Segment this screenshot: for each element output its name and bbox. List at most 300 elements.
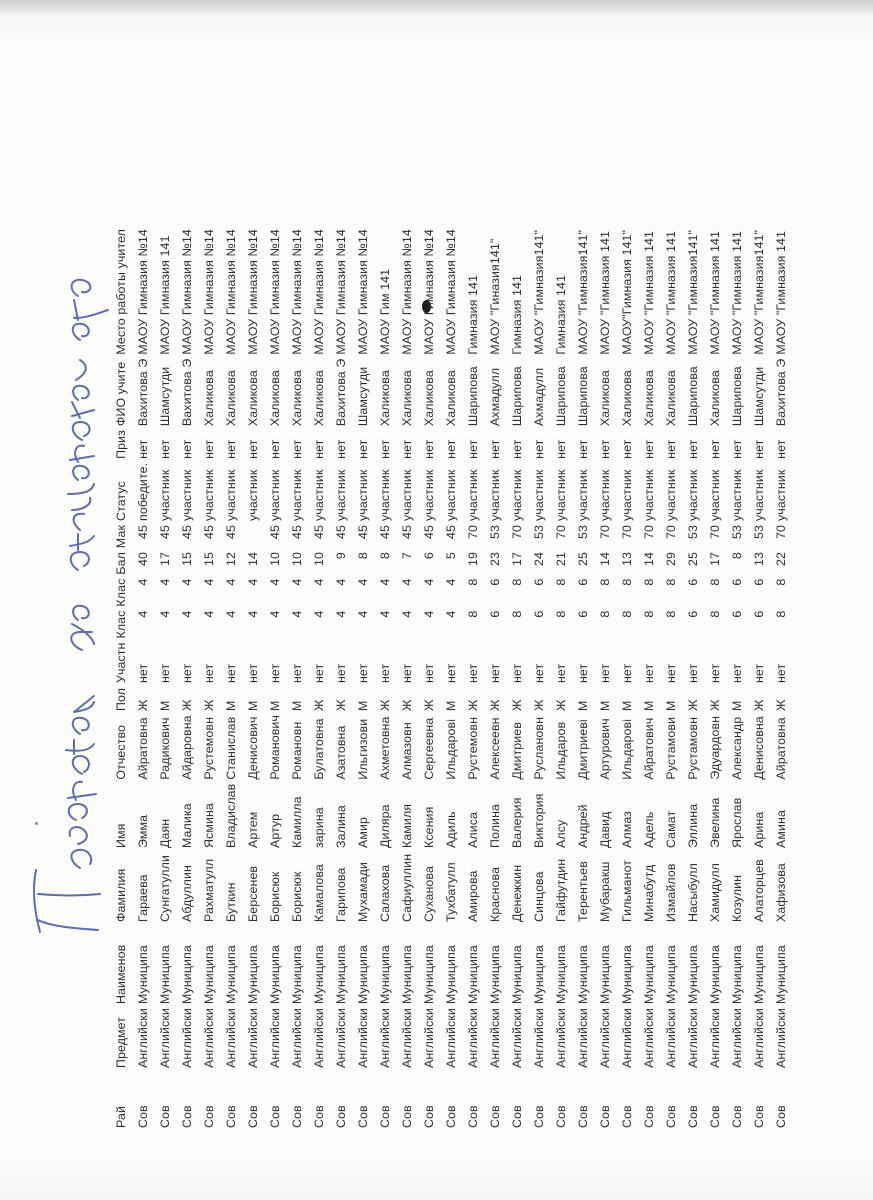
cell-prize: нет [334, 439, 348, 459]
cell-status: участник [488, 469, 502, 521]
cell-level: Муниципа [224, 945, 238, 1004]
cell-teacher: Халикова [224, 370, 238, 427]
cell-grade: 4 [202, 610, 216, 618]
cell-patronymic: Айдаровна [180, 715, 194, 780]
rotated-table-container [110, 130, 810, 1130]
cell-name: Малика [180, 803, 194, 848]
cell-level: Муниципа [664, 945, 678, 1004]
cell-grade: 4 [334, 610, 348, 618]
table-row [660, 225, 682, 1130]
table-row [286, 225, 308, 1130]
cell-subject: Английски [268, 1008, 282, 1068]
cell-score: 15 [180, 552, 194, 567]
cell-teacher: Вахитова Э [334, 358, 348, 427]
cell-score: 14 [642, 552, 656, 567]
cell-name: Залина [334, 805, 348, 848]
cell-rayon: Сов [400, 1105, 414, 1128]
cell-prize: нет [422, 439, 436, 459]
cell-participant: нет [466, 663, 480, 684]
cell-patronymic: Сергеевна [422, 717, 436, 780]
cell-subject: Английски [246, 1008, 260, 1068]
cell-participant: нет [488, 663, 502, 684]
header-prize: Приз [114, 430, 128, 459]
cell-patronymic: Айратович [642, 717, 656, 780]
cell-surname: Гайфутдин [554, 858, 568, 922]
cell-gender: Ж [378, 699, 392, 712]
cell-max: 70 [664, 524, 678, 539]
cell-patronymic: Радикович [158, 717, 172, 780]
cell-subject: Английски [620, 1008, 634, 1068]
cell-subject: Английски [554, 1008, 568, 1068]
cell-patronymic: Александр [730, 716, 744, 780]
cell-score: 13 [620, 552, 634, 567]
cell-subject: Английски [180, 1008, 194, 1068]
cell-surname: Камалова [312, 864, 326, 922]
cell-subject: Английски [290, 1008, 304, 1068]
cell-grade-2: 4 [224, 578, 238, 586]
cell-level: Муниципа [378, 945, 392, 1004]
cell-prize: нет [400, 439, 414, 459]
cell-grade-2: 8 [466, 578, 480, 586]
cell-grade: 8 [664, 610, 678, 618]
cell-prize: нет [752, 439, 766, 459]
cell-gender: Ж [422, 699, 436, 712]
cell-level: Муниципа [334, 945, 348, 1004]
cell-patronymic: Романович [268, 715, 282, 780]
cell-subject: Английски [466, 1008, 480, 1068]
cell-prize: нет [488, 439, 502, 459]
cell-score: 19 [466, 552, 480, 567]
cell-teacher: Халикова [202, 370, 216, 427]
cell-max: 53 [532, 524, 546, 539]
table-row [484, 225, 506, 1130]
cell-max: 45 [422, 524, 436, 539]
cell-subject: Английски [532, 1008, 546, 1068]
cell-surname: Борисюк [268, 871, 282, 922]
cell-max [242, 523, 264, 550]
cell-score: 17 [158, 552, 172, 567]
cell-grade: 6 [752, 610, 766, 618]
cell-participant: нет [620, 663, 634, 684]
cell-grade: 4 [422, 610, 436, 618]
cell-name: Алмаз [620, 811, 634, 848]
cell-status: участник [444, 469, 458, 521]
table-row [330, 225, 352, 1130]
cell-subject: Английски [686, 1008, 700, 1068]
cell-status: участник [510, 469, 524, 521]
cell-subject: Английски [708, 1008, 722, 1068]
cell-grade: 4 [136, 610, 150, 618]
cell-grade-2: 6 [532, 578, 546, 586]
cell-gender: М [664, 700, 678, 712]
cell-participant: нет [532, 663, 546, 684]
cell-score: 22 [774, 552, 788, 567]
cell-participant: нет [290, 663, 304, 684]
cell-teacher: Халикова [708, 370, 722, 427]
cell-max: 53 [488, 524, 502, 539]
cell-participant: нет [708, 663, 722, 684]
table-row [264, 225, 286, 1130]
cell-max: 45 [136, 524, 150, 539]
header-gender: Пол [114, 687, 128, 712]
cell-grade-2: 8 [554, 578, 568, 586]
cell-workplace: МАОУ Гимназия №14 [180, 229, 194, 355]
cell-status: участник [202, 469, 216, 521]
cell-name: Диляра [378, 804, 392, 848]
cell-prize: нет [532, 439, 546, 459]
cell-status: участник [290, 469, 304, 521]
cell-workplace: МАОУ Гимназия №14 [136, 229, 150, 355]
cell-level: Муниципа [708, 945, 722, 1004]
cell-gender: М [444, 700, 458, 712]
cell-level: Муниципа [532, 945, 546, 1004]
cell-grade: 8 [466, 610, 480, 618]
cell-grade-2: 8 [620, 578, 634, 586]
cell-grade-2: 4 [180, 578, 194, 586]
cell-grade: 6 [686, 610, 700, 618]
cell-patronymic: Рустамови [664, 716, 678, 780]
cell-score: 23 [488, 552, 502, 567]
cell-surname: Гараева [136, 874, 150, 922]
cell-patronymic: Азатовна [334, 725, 348, 780]
cell-max: 70 [510, 524, 524, 539]
cell-gender: М [730, 700, 744, 712]
cell-gender: Ж [136, 699, 150, 712]
cell-gender: Ж [532, 699, 546, 712]
cell-teacher: Халикова [246, 370, 260, 427]
cell-grade: 8 [620, 610, 634, 618]
cell-score: 14 [598, 552, 612, 567]
cell-status: участник [686, 469, 700, 521]
cell-grade: 4 [268, 610, 282, 618]
cell-max: 53 [686, 524, 700, 539]
cell-subject: Английски [664, 1008, 678, 1068]
cell-subject: Английски [202, 1008, 216, 1068]
cell-surname: Салахова [378, 864, 392, 922]
header-grade: Клас [114, 610, 128, 639]
cell-name: Адиль [444, 811, 458, 848]
cell-teacher: Шамсутди [356, 366, 370, 427]
cell-patronymic: Рустемовн [202, 716, 216, 780]
cell-grade: 6 [532, 610, 546, 618]
cell-name: Самат [664, 810, 678, 848]
cell-name: Ясмина [202, 803, 216, 848]
protocol-table [110, 225, 792, 1130]
cell-rayon: Сов [510, 1105, 524, 1128]
cell-patronymic: Ильдаров [554, 721, 568, 780]
cell-level: Муниципа [202, 945, 216, 1004]
cell-patronymic: Дмитриеві [576, 719, 590, 780]
cell-status: участник [642, 469, 656, 521]
cell-teacher: Халикова [664, 370, 678, 427]
cell-level: Муниципа [268, 945, 282, 1004]
cell-grade: 4 [246, 610, 260, 618]
table-header-row [110, 225, 132, 1130]
cell-rayon: Сов [576, 1105, 590, 1128]
cell-prize: нет [598, 439, 612, 459]
cell-workplace: МАОУ "Гимназия141" [532, 230, 546, 355]
cell-grade-2: 6 [686, 578, 700, 586]
cell-subject: Английски [488, 1008, 502, 1068]
cell-subject: Английски [642, 1008, 656, 1068]
cell-max: 45 [356, 524, 370, 539]
cell-max: 45 [400, 524, 414, 539]
cell-participant: нет [664, 663, 678, 684]
cell-score: 15 [202, 552, 216, 567]
table-row [506, 225, 528, 1130]
cell-surname: Буткин [224, 882, 238, 922]
cell-max: 70 [708, 524, 722, 539]
cell-gender: М [224, 700, 238, 712]
cell-prize: нет [730, 439, 744, 459]
cell-prize: нет [686, 439, 700, 459]
cell-workplace: МАОУ "Гиназия141" [488, 238, 502, 355]
cell-status: участник [598, 469, 612, 521]
cell-participant: нет [224, 663, 238, 684]
cell-gender: М [290, 700, 304, 712]
cell-participant: нет [598, 663, 612, 684]
cell-rayon: Сов [444, 1105, 458, 1128]
cell-status: участник [554, 469, 568, 521]
cell-gender: Ж [312, 699, 326, 712]
cell-teacher: Халикова [642, 370, 656, 427]
cell-grade-2: 8 [510, 578, 524, 586]
cell-score: 8 [356, 552, 370, 560]
cell-name: Валерия [510, 797, 524, 848]
cell-name: Амина [774, 810, 788, 848]
cell-participant: нет [422, 663, 436, 684]
cell-level: Муниципа [180, 945, 194, 1004]
cell-gender: Ж [488, 699, 502, 712]
cell-grade-2: 6 [752, 578, 766, 586]
cell-level: Муниципа [576, 945, 590, 1004]
cell-subject: Английски [774, 1008, 788, 1068]
table-row [770, 225, 792, 1130]
cell-max: 45 [378, 524, 392, 539]
cell-participant: нет [136, 663, 150, 684]
cell-grade-2: 4 [312, 578, 326, 586]
cell-grade-2: 8 [708, 578, 722, 586]
header-subject: Предмет [114, 1016, 128, 1068]
cell-score: 25 [686, 552, 700, 567]
cell-surname: Минабутд [642, 864, 656, 922]
cell-participant: нет [356, 663, 370, 684]
cell-grade-2: 4 [334, 578, 348, 586]
cell-grade: 4 [356, 610, 370, 618]
cell-subject: Английски [422, 1008, 436, 1068]
cell-teacher: Халикова [290, 370, 304, 427]
cell-name: Алсу [554, 819, 568, 848]
cell-grade: 4 [378, 610, 392, 618]
cell-surname: Гарипова [334, 867, 348, 922]
cell-surname: Берсенев [246, 865, 260, 922]
cell-rayon: Сов [136, 1105, 150, 1128]
cell-subject: Английски [400, 1008, 414, 1068]
cell-level: Муниципа [422, 945, 436, 1004]
table-row [748, 225, 770, 1130]
cell-gender: М [268, 700, 282, 712]
cell-surname: Насыбулл [686, 863, 700, 922]
cell-level: Муниципа [356, 945, 370, 1004]
cell-grade: 4 [224, 610, 238, 618]
cell-grade: 8 [598, 610, 612, 618]
cell-patronymic: Ахметовна [378, 716, 392, 780]
cell-workplace: МАОУ "Гимназия 141 [664, 231, 678, 355]
cell-rayon: Сов [598, 1105, 612, 1128]
cell-teacher: Шарипова [510, 366, 524, 427]
cell-patronymic: Ильгизови [356, 718, 370, 780]
cell-workplace: МАОУ "Гимназия 141 [642, 231, 656, 355]
cell-participant: нет [400, 663, 414, 684]
cell-grade-2: 4 [356, 578, 370, 586]
cell-rayon: Сов [708, 1105, 722, 1128]
cell-prize: нет [268, 439, 282, 459]
cell-participant: нет [752, 663, 766, 684]
cell-status: участник [664, 469, 678, 521]
cell-subject: Английски [312, 1008, 326, 1068]
cell-workplace: МАОУ "Гимназия141" [576, 230, 590, 355]
cell-status: участник [708, 469, 722, 521]
cell-patronymic: Алмазовн [400, 722, 414, 780]
cell-surname: Хафизова [774, 863, 788, 922]
cell-name: Артем [246, 811, 260, 848]
cell-level: Муниципа [488, 945, 502, 1004]
cell-score: 5 [444, 552, 458, 560]
cell-level: Муниципа [686, 945, 700, 1004]
cell-surname: Тухбатулл [444, 862, 458, 922]
cell-level: Муниципа [312, 945, 326, 1004]
cell-max: 45 [180, 524, 194, 539]
cell-score: 24 [532, 552, 546, 567]
cell-max: 45 [312, 524, 326, 539]
cell-teacher: Вахитова Э [774, 358, 788, 427]
cell-status: участник [356, 469, 370, 521]
cell-status: участник [774, 469, 788, 521]
cell-score: 8 [378, 552, 392, 560]
cell-score: 8 [730, 552, 744, 560]
cell-rayon: Сов [642, 1105, 656, 1128]
cell-surname: Козулин [730, 874, 744, 922]
cell-name: Адель [642, 811, 656, 848]
cell-subject: Английски [136, 1008, 150, 1068]
cell-rayon: Сов [774, 1105, 788, 1128]
table-body [110, 225, 792, 1130]
table-row [682, 225, 704, 1130]
cell-surname: Борисюк [290, 871, 304, 922]
cell-max: 45 [202, 524, 216, 539]
cell-surname: Мубаракш [598, 861, 612, 922]
cell-workplace: МАОУ Гимназия №14 [334, 229, 348, 355]
cell-status: участник [334, 469, 348, 521]
cell-participant: нет [180, 663, 194, 684]
cell-grade: 8 [708, 610, 722, 618]
cell-workplace: МАОУ "Гимназия141" [752, 230, 766, 355]
cell-teacher: Халикова [422, 370, 436, 427]
cell-status: участник [312, 469, 326, 521]
cell-workplace: МАОУ Гимназия 141 [158, 235, 172, 355]
cell-prize: нет [642, 439, 656, 459]
cell-teacher: Халикова [378, 370, 392, 427]
cell-surname: Денежкин [510, 864, 524, 922]
cell-level: Муниципа [554, 945, 568, 1004]
cell-status: участник [422, 469, 436, 521]
cell-workplace: МАОУ "Гимназия141" [686, 230, 700, 355]
cell-level: Муниципа [752, 945, 766, 1004]
cell-prize: нет [378, 439, 392, 459]
cell-grade: 4 [312, 610, 326, 618]
cell-workplace: МАОУ Гим 141 [378, 268, 392, 355]
header-grade-2: Клас [114, 578, 128, 607]
cell-max: 70 [554, 524, 568, 539]
cell-grade: 4 [444, 610, 458, 618]
cell-surname: Рахматулл [202, 858, 216, 922]
cell-teacher: Халикова [268, 370, 282, 427]
cell-teacher: Шарипова [686, 366, 700, 427]
cell-workplace: Гимназия 141 [510, 274, 524, 355]
cell-participant: нет [774, 663, 788, 684]
cell-grade-2: 4 [444, 578, 458, 586]
cell-grade-2: 4 [268, 578, 282, 586]
cell-patronymic: Айратовна [136, 717, 150, 780]
cell-max: 45 [290, 524, 304, 539]
cell-name: Эвелина [708, 797, 722, 848]
cell-score: 17 [708, 552, 722, 567]
cell-workplace: МАОУ Гимназия №14 [268, 229, 282, 355]
cell-level: Муниципа [290, 945, 304, 1004]
cell-grade: 6 [488, 610, 502, 618]
cell-status: участник [378, 469, 392, 521]
table-row [418, 225, 440, 1130]
cell-participant: нет [202, 663, 216, 684]
cell-level: Муниципа [400, 945, 414, 1004]
cell-level: Муниципа [158, 945, 172, 1004]
cell-patronymic: Романовн [290, 721, 304, 780]
cell-name: Полина [488, 803, 502, 848]
cell-workplace: МАОУ Гимназия №14 [400, 229, 414, 355]
cell-teacher: Халикова [400, 370, 414, 427]
cell-grade: 6 [730, 610, 744, 618]
cell-patronymic: Айратовна [774, 717, 788, 780]
cell-patronymic: Рустемовн [466, 716, 480, 780]
cell-score: 17 [510, 552, 524, 567]
cell-level: Муниципа [444, 945, 458, 1004]
table-row [352, 225, 374, 1130]
cell-rayon: Сов [620, 1105, 634, 1128]
table-row [594, 225, 616, 1130]
cell-prize: нет [180, 439, 194, 459]
cell-name: Даян [158, 818, 172, 848]
table-row [176, 225, 198, 1130]
cell-rayon: Сов [378, 1105, 392, 1128]
cell-subject: Английски [598, 1008, 612, 1068]
cell-name: Андрей [576, 804, 590, 848]
cell-max: 45 [224, 524, 238, 539]
cell-participant: нет [246, 663, 260, 684]
cell-grade-2: 4 [246, 578, 260, 586]
cell-prize: нет [708, 439, 722, 459]
cell-max: 45 [268, 524, 282, 539]
cell-status: участник [224, 469, 238, 521]
cell-workplace: МАОУ Гимназия №14 [444, 229, 458, 355]
cell-prize: нет [290, 439, 304, 459]
cell-grade: 8 [774, 610, 788, 618]
cell-level: Муниципа [510, 945, 524, 1004]
cell-score: 10 [312, 552, 326, 567]
cell-patronymic: Руслановн [532, 716, 546, 780]
cell-name: зарина [312, 807, 326, 848]
cell-rayon: Сов [686, 1105, 700, 1128]
cell-participant: нет [554, 663, 568, 684]
